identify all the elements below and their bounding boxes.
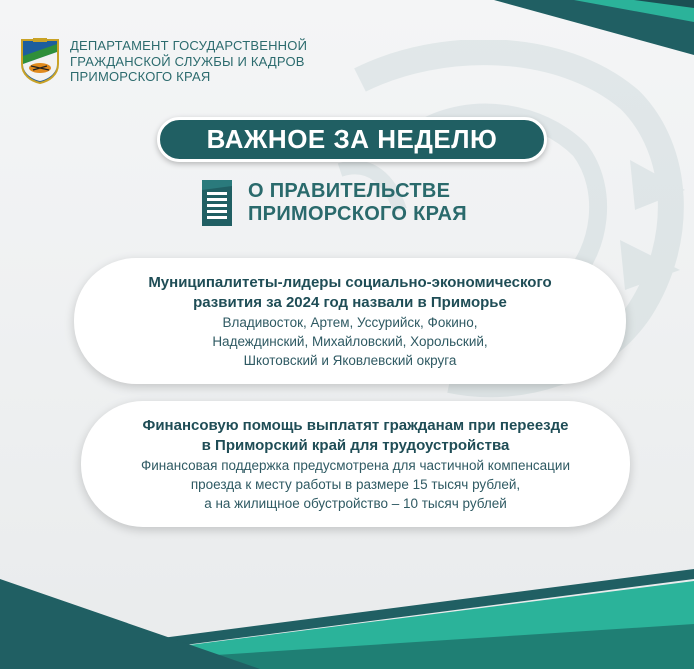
news-body	[141, 456, 570, 513]
news-title-line: в Приморский край для трудоустройства	[201, 436, 510, 454]
news-card	[81, 401, 630, 527]
bottom-decoration	[0, 509, 694, 669]
department-line: ГРАЖДАНСКОЙ СЛУЖБЫ И КАДРОВ	[70, 53, 305, 69]
primorye-emblem-icon	[20, 38, 60, 84]
news-title	[148, 273, 551, 313]
news-title-line: Финансовую помощь выплатят гражданам при переезде	[142, 416, 569, 434]
news-body-line: Владивосток, Артем, Уссурийск, Фокино,	[222, 314, 478, 330]
news-body-line: а на жилищное обустройство – 10 тысяч рублей	[204, 495, 507, 511]
news-title-line: развития за 2024 год назвали в Приморье	[193, 293, 507, 311]
department-line: ДЕПАРТАМЕНТ ГОСУДАРСТВЕННОЙ	[70, 38, 308, 53]
department-line: ПРИМОРСКОГО КРАЯ	[70, 69, 211, 84]
section-title-line: О ПРАВИТЕЛЬСТВЕ	[248, 180, 451, 202]
building-icon	[200, 178, 234, 228]
news-body-line: Финансовая поддержка предусмотрена для частичной компенсации	[141, 457, 570, 473]
news-title-line: Муниципалитеты-лидеры социально-экономического	[148, 273, 552, 291]
badge-title: ВАЖНОЕ ЗА НЕДЕЛЮ	[206, 124, 498, 154]
news-body-line: Надеждинский, Михайловский, Хорольский,	[212, 333, 488, 349]
news-body	[212, 313, 487, 370]
news-body-line: Шкотовский и Яковлевский округа	[243, 352, 457, 368]
weekly-highlights-badge	[157, 117, 547, 162]
news-card	[74, 258, 626, 384]
section-title-line: ПРИМОРСКОГО КРАЯ	[248, 203, 467, 225]
news-title	[143, 416, 569, 456]
section-heading	[200, 178, 467, 228]
department-name	[70, 38, 307, 85]
news-body-line: проезда к месту работы в размере 15 тысяч рублей,	[190, 476, 521, 492]
header	[20, 38, 307, 85]
